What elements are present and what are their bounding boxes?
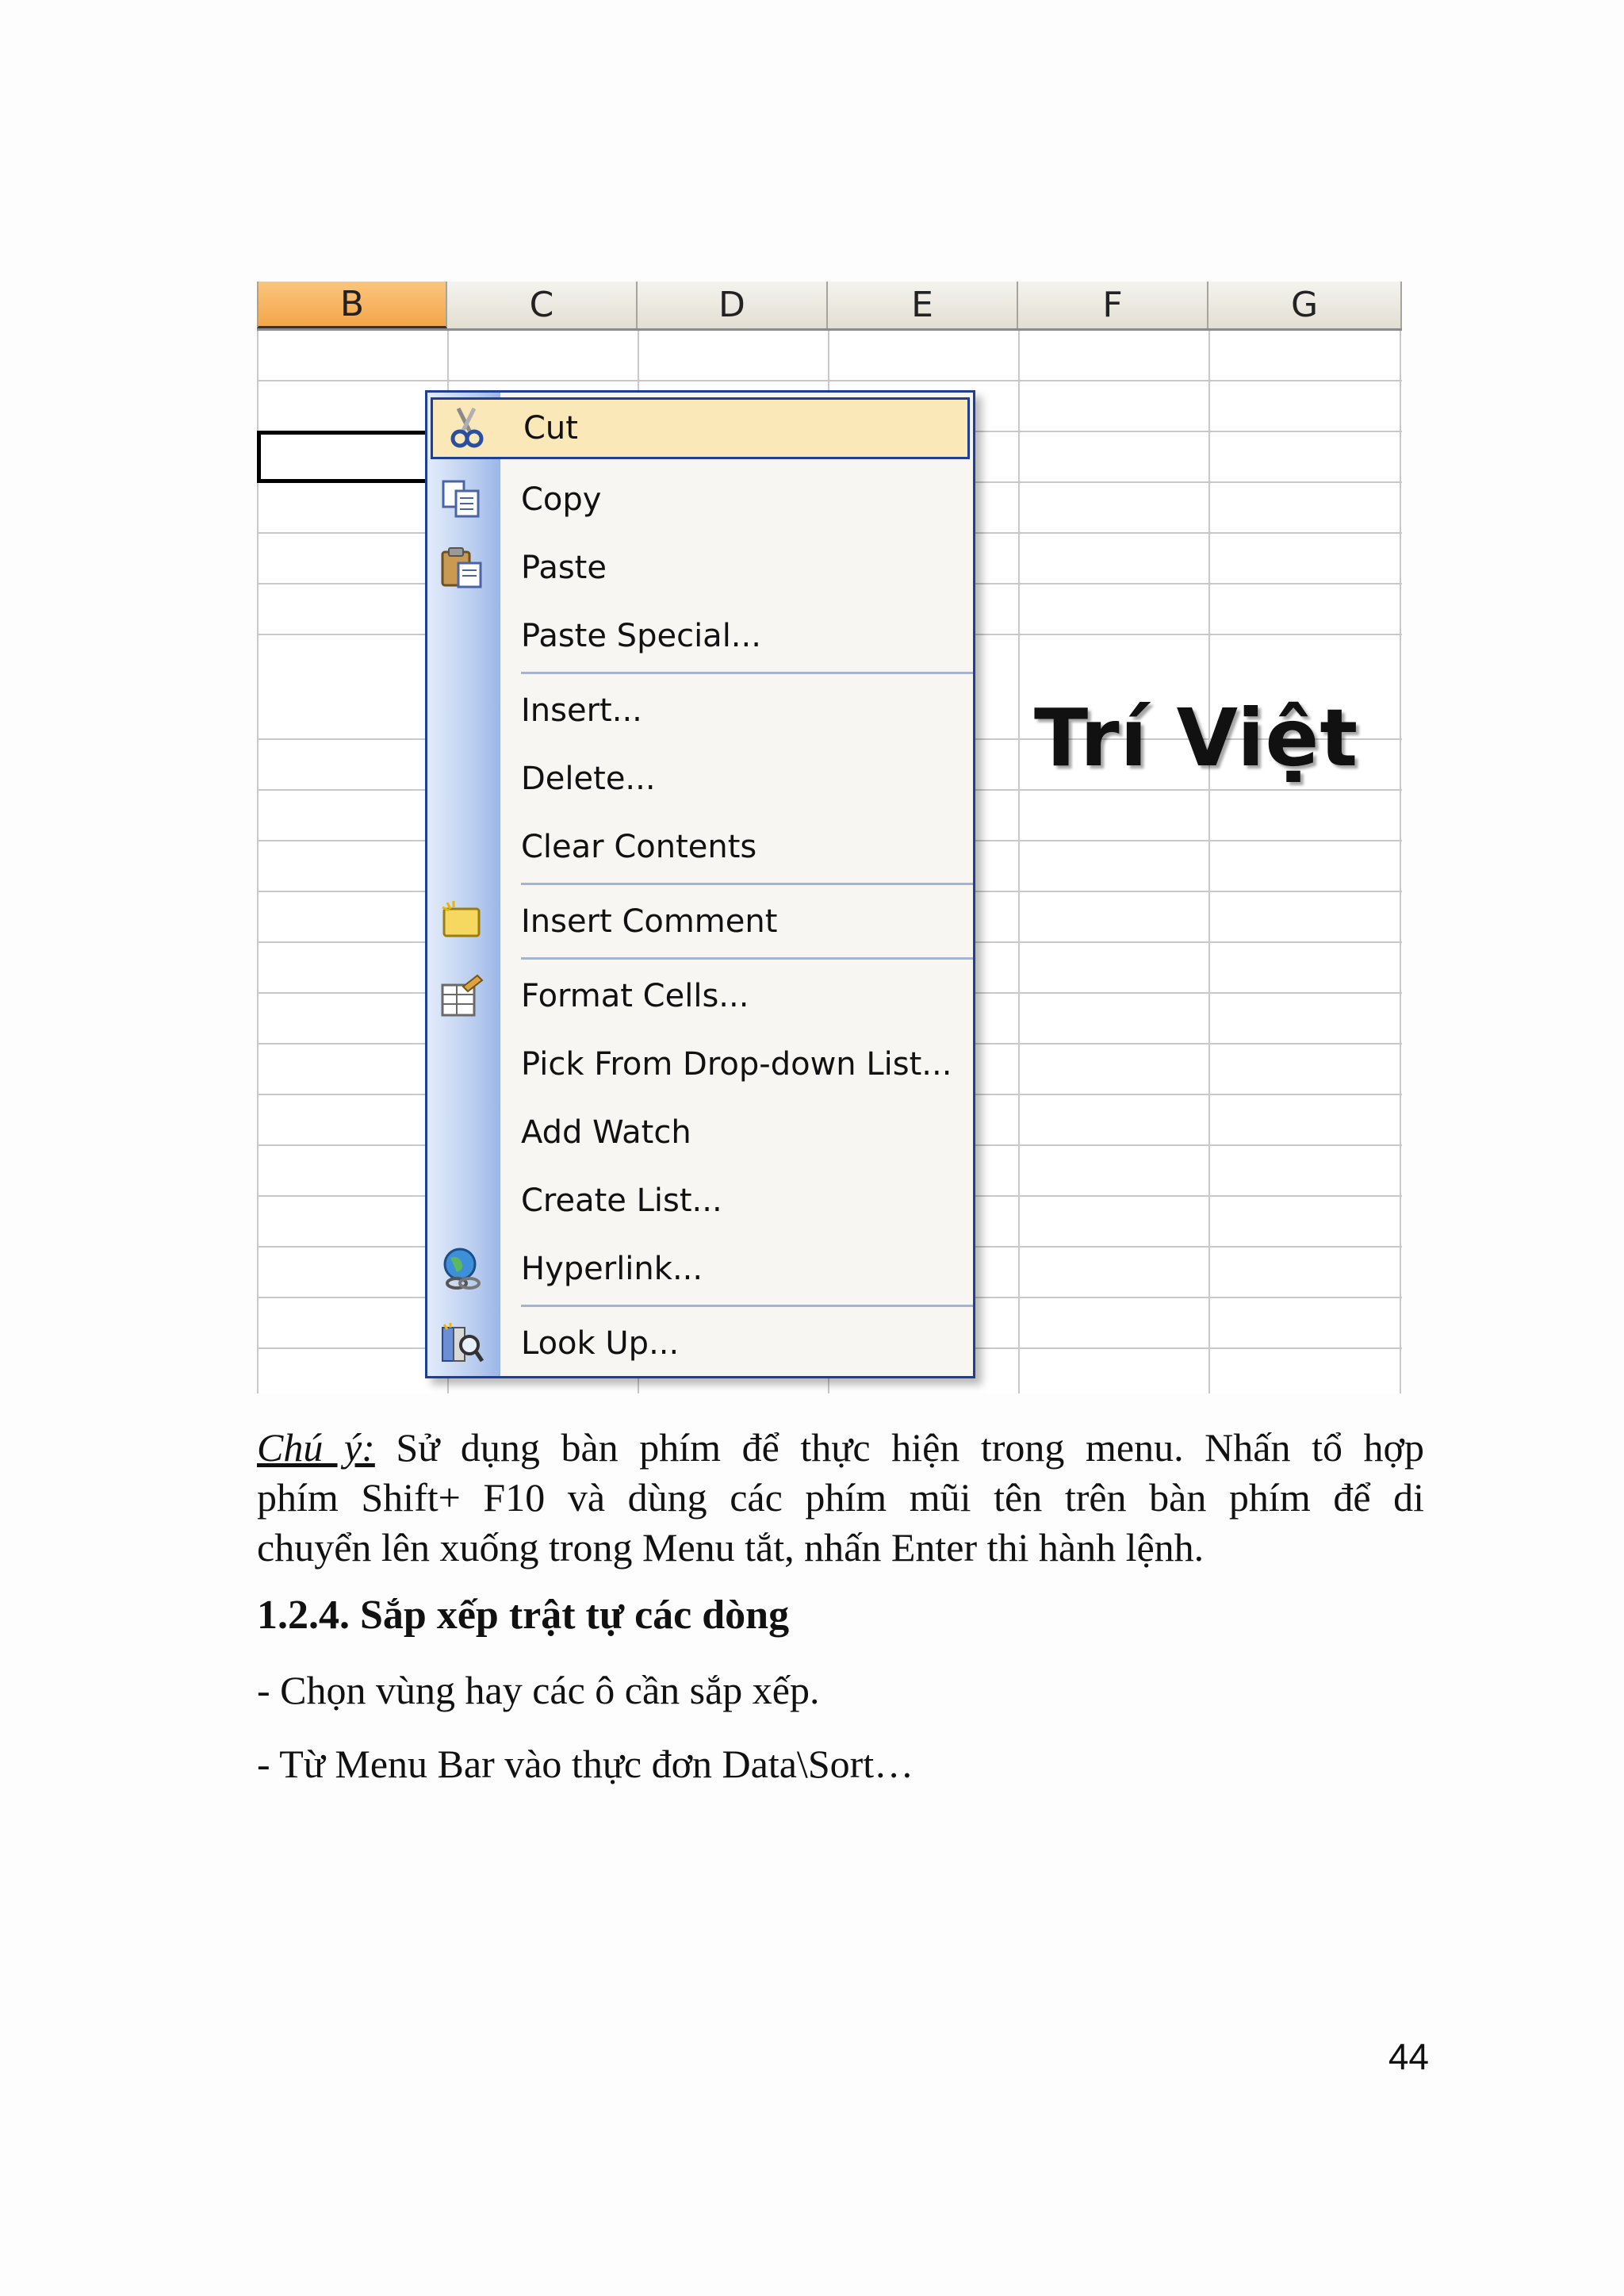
menu-item-copy[interactable] bbox=[427, 466, 973, 534]
context-menu bbox=[425, 390, 975, 1378]
grid-line bbox=[1400, 331, 1401, 1393]
menu-label-format-cells: Format Cells... bbox=[521, 978, 749, 1014]
note-text-1: Sử dụng bàn phím để thực hiện trong menu. Nhấn tổ hợp bbox=[374, 1425, 1424, 1470]
format-cells-icon bbox=[439, 973, 485, 1019]
menu-item-create-list[interactable] bbox=[427, 1167, 973, 1235]
note-line-3: chuyển lên xuống trong Menu tắt, nhấn Enter thi hành lệnh. bbox=[257, 1525, 1205, 1570]
menu-label-add-watch: Add Watch bbox=[521, 1114, 691, 1151]
note-line-2: phím Shift+ F10 và dùng các phím mũi tên trên bàn phím để di bbox=[257, 1475, 1424, 1520]
menu-item-paste-special[interactable] bbox=[427, 602, 973, 670]
menu-item-format-cells[interactable] bbox=[427, 962, 973, 1030]
menu-label-cut: Cut bbox=[523, 410, 578, 447]
scissors-icon bbox=[444, 405, 490, 451]
menu-item-insert-comment[interactable] bbox=[427, 887, 973, 956]
menu-item-delete[interactable] bbox=[427, 745, 973, 813]
menu-separator bbox=[521, 883, 973, 885]
menu-label-paste-special: Paste Special... bbox=[521, 618, 761, 654]
column-header-row bbox=[257, 282, 1402, 331]
menu-label-copy: Copy bbox=[521, 481, 602, 518]
note-label: Chú ý: bbox=[257, 1425, 375, 1470]
grid-line bbox=[257, 331, 259, 1393]
bullet-item-2: - Từ Menu Bar vào thực đơn Data\Sort… bbox=[257, 1742, 914, 1786]
menu-label-insert: Insert... bbox=[521, 692, 642, 729]
column-header-g[interactable]: G bbox=[1208, 282, 1402, 328]
page-number: 44 bbox=[1388, 2036, 1429, 2077]
menu-label-insert-comment: Insert Comment bbox=[521, 903, 778, 940]
menu-item-insert[interactable] bbox=[427, 677, 973, 745]
research-icon bbox=[439, 1320, 485, 1366]
note-line-1 bbox=[257, 1423, 1424, 1473]
column-header-b[interactable]: B bbox=[257, 282, 447, 328]
column-header-c[interactable]: C bbox=[447, 282, 638, 328]
column-header-f[interactable]: F bbox=[1018, 282, 1208, 328]
menu-item-pick-from-list[interactable] bbox=[427, 1030, 973, 1098]
grid-line bbox=[1018, 331, 1020, 1393]
bullet-item-1: - Chọn vùng hay các ô cần sắp xếp. bbox=[257, 1668, 820, 1712]
menu-label-hyperlink: Hyperlink... bbox=[521, 1251, 703, 1287]
menu-item-clear-contents[interactable] bbox=[427, 813, 973, 881]
menu-separator bbox=[521, 957, 973, 960]
menu-item-hyperlink[interactable] bbox=[427, 1235, 973, 1303]
column-header-d[interactable]: D bbox=[638, 282, 828, 328]
grid-line bbox=[257, 380, 1402, 381]
section-heading: 1.2.4. Sắp xếp trật tự các dòng bbox=[257, 1593, 790, 1638]
note-paragraph bbox=[257, 1423, 1424, 1573]
active-cell-b3[interactable] bbox=[257, 431, 447, 483]
menu-item-look-up[interactable] bbox=[427, 1309, 973, 1378]
paste-icon bbox=[439, 545, 485, 591]
menu-separator bbox=[521, 1305, 973, 1307]
menu-label-pick-from-list: Pick From Drop-down List... bbox=[521, 1046, 952, 1083]
comment-icon bbox=[439, 899, 485, 945]
menu-item-cut[interactable] bbox=[431, 397, 970, 459]
menu-separator bbox=[521, 672, 973, 674]
grid-line bbox=[1208, 331, 1210, 1393]
column-header-e[interactable]: E bbox=[828, 282, 1018, 328]
menu-label-delete: Delete... bbox=[521, 761, 656, 797]
hyperlink-globe-icon bbox=[439, 1246, 485, 1292]
menu-label-paste: Paste bbox=[521, 550, 607, 586]
menu-item-add-watch[interactable] bbox=[427, 1098, 973, 1167]
menu-label-create-list: Create List... bbox=[521, 1182, 722, 1219]
copy-icon bbox=[439, 477, 485, 523]
menu-label-clear-contents: Clear Contents bbox=[521, 829, 757, 865]
cell-text-tri-viet: Trí Việt bbox=[1034, 692, 1359, 784]
menu-item-paste[interactable] bbox=[427, 534, 973, 602]
menu-label-look-up: Look Up... bbox=[521, 1325, 680, 1362]
